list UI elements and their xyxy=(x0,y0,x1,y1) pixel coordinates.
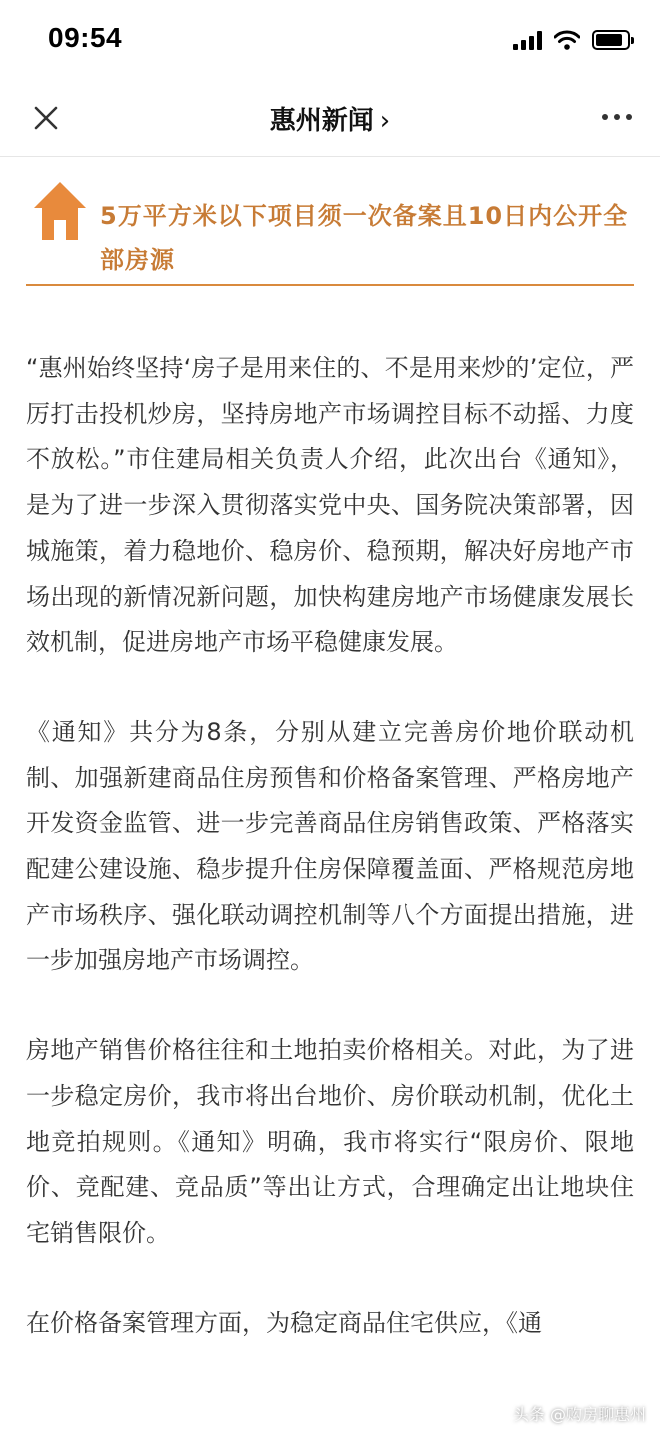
status-bar xyxy=(0,0,660,84)
more-icon[interactable] xyxy=(602,114,632,120)
battery-level xyxy=(596,34,622,46)
wifi-icon xyxy=(554,30,580,50)
paragraph: 房地产销售价格往往和土地拍卖价格相关。对此，为了进一步稳定房价，我市将出台地价、房价联动机制，优化土地竞拍规则。《通知》明确，我市将实行“限房价、限地价、竞配建、竞品质”等出让方式，合理确定出让地块住宅销售限价。 xyxy=(26,1036,634,1247)
status-time: 09:54 xyxy=(48,22,123,53)
nav-title-link[interactable] xyxy=(0,100,660,137)
nav-title: 惠州新闻 xyxy=(269,106,374,136)
headline-text: 5万平方米以下项目须一次备案且10日内公开全部房源 xyxy=(100,202,629,274)
nav-bar xyxy=(0,84,660,157)
article-headline xyxy=(26,172,634,286)
house-icon xyxy=(32,180,88,242)
paragraph: “惠州始终坚持‘房子是用来住的、不是用来炒的’定位，严厉打击投机炒房，坚持房地产市场调控目标不动摇、力度不放松。”市住建局相关负责人介绍，此次出台《通知》，是为了进一步深入贯彻落实党中央、国务院决策部署，因城施策，着力稳地价、稳房价、稳预期，解决好房地产市场出现的新情况新问题，加快构建房地产市场健康发展长效机制，促进房地产市场平稳健康发展。 xyxy=(26,354,634,657)
status-icons xyxy=(513,30,630,50)
paragraph: 在价格备案管理方面，为稳定商品住宅供应，《通 xyxy=(26,1308,542,1337)
watermark: 头条 @购房聊惠州 xyxy=(512,1405,646,1424)
chevron-right-icon: › xyxy=(379,106,391,136)
battery-icon xyxy=(592,30,630,50)
signal-icon xyxy=(513,30,542,50)
paragraph: 《通知》共分为8条，分别从建立完善房价地价联动机制、加强新建商品住房预售和价格备案管理、严格房地产开发资金监管、进一步完善商品住房销售政策、严格落实配建公建设施、稳步提升住房保障覆盖面、严格规范房地产市场秩序、强化联动调控机制等八个方面提出措施，进一步加强房地产市场调控。 xyxy=(26,717,634,975)
article-body xyxy=(26,346,634,1390)
